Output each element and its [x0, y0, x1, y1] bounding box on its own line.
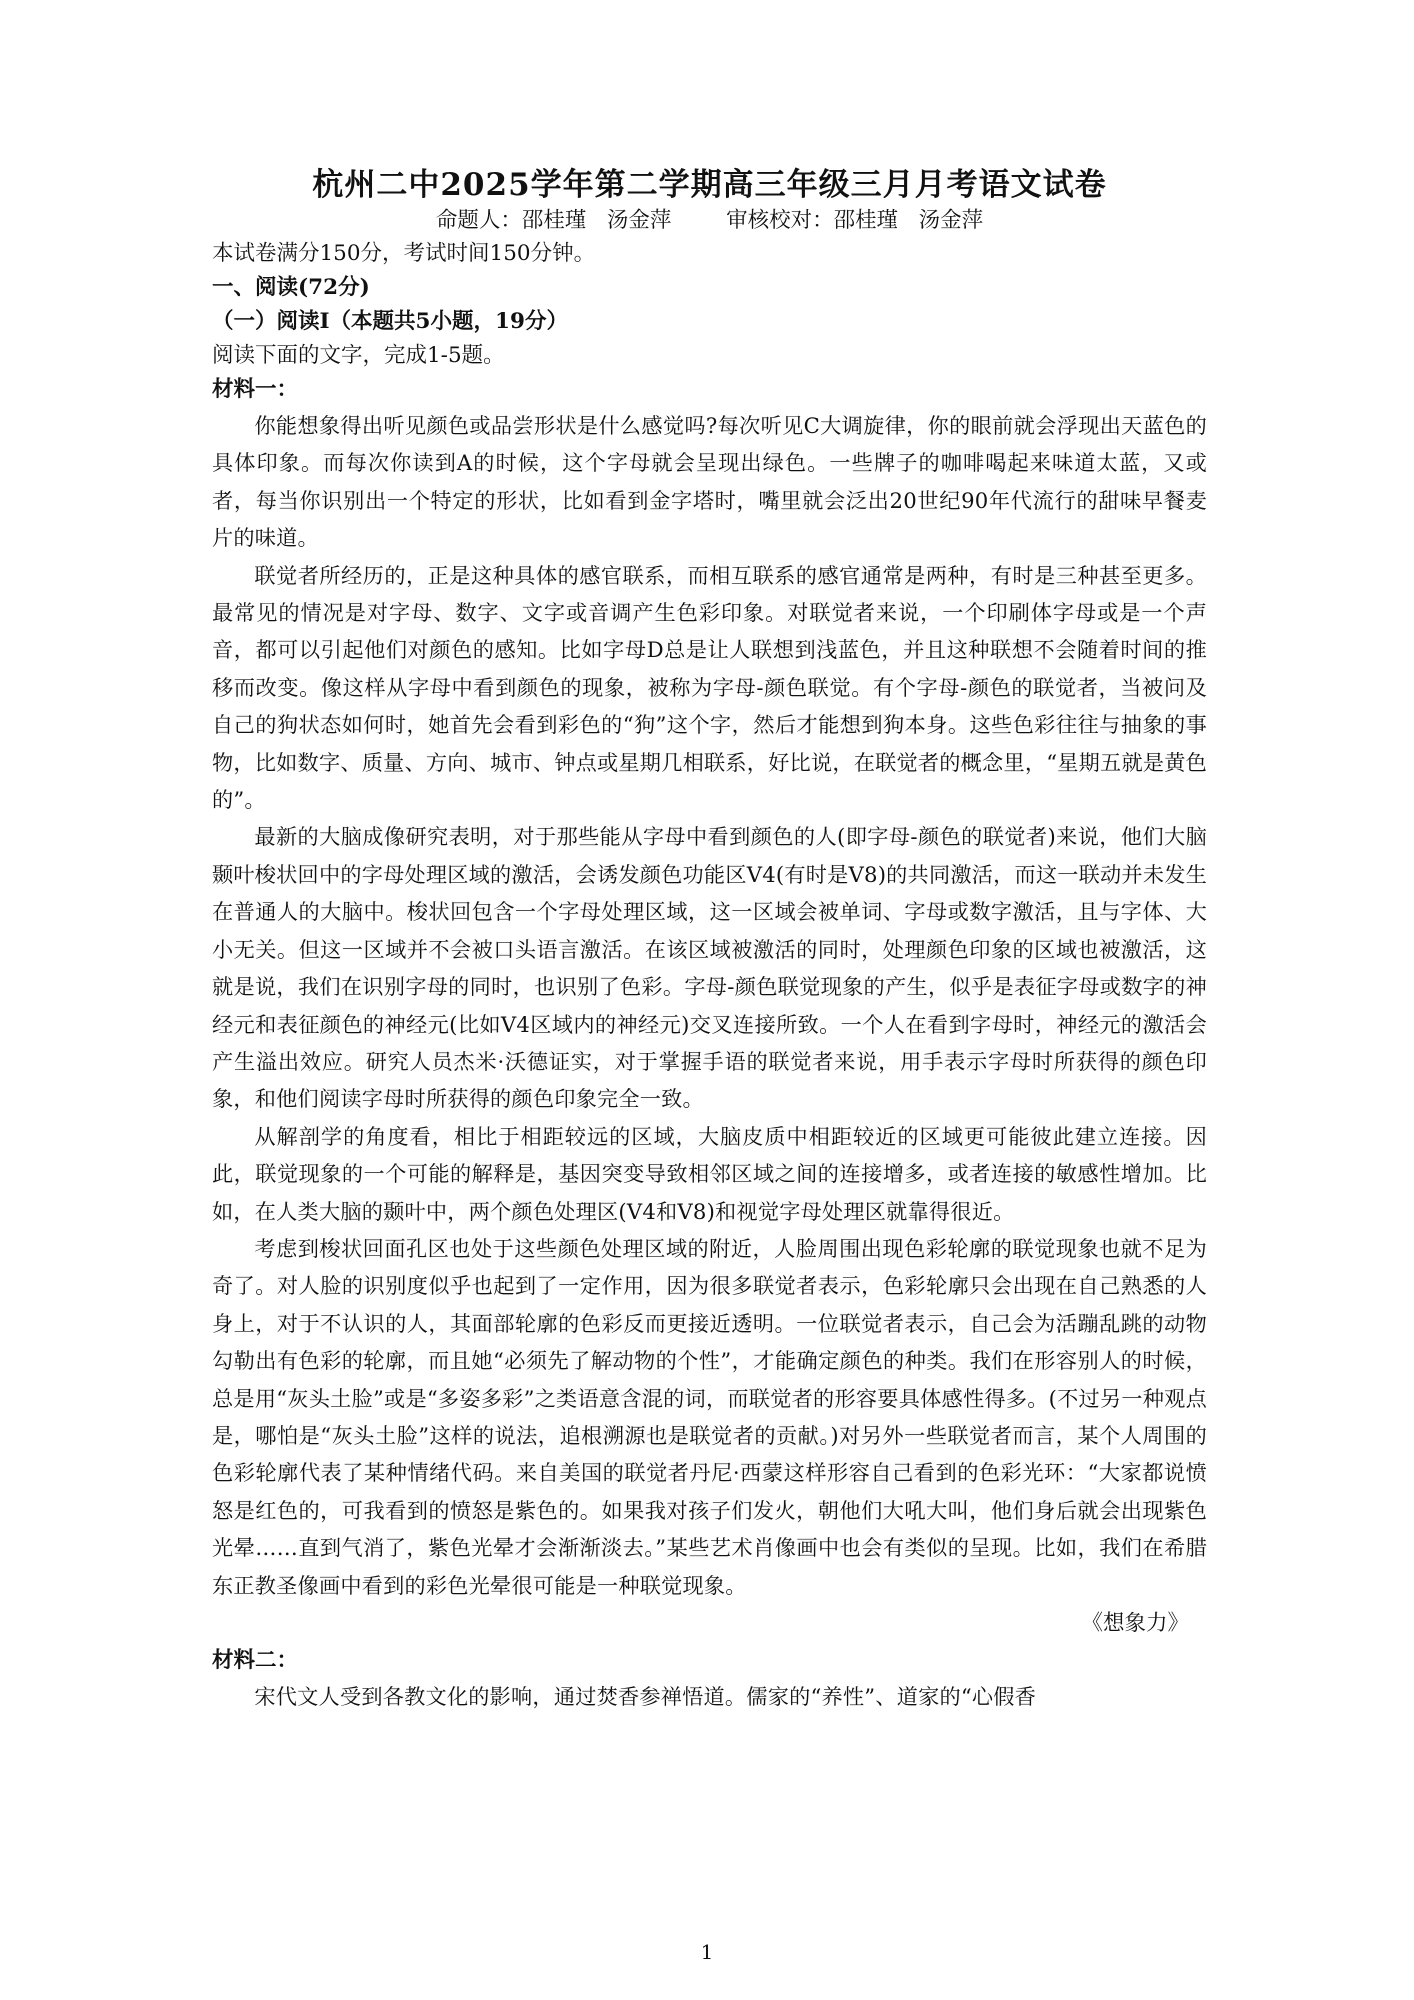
- material-1-source: 《想象力》: [1081, 1611, 1189, 1636]
- exam-page: [212, 165, 1207, 1715]
- material-1-paragraph: 最新的大脑成像研究表明，对于那些能从字母中看到颜色的人(即字母-颜色的联觉者)来说，他们大脑颞叶梭状回中的字母处理区域的激活，会诱发颜色功能区V4(有时是V8)的共同激活，而这一联动并未发生在普通人的大脑中。梭状回包含一个字母处理区域，这一区域会被单词、字母或数字激活，且与字体、大小无关。但这一区域并不会被口头语言激活。在该区域被激活的同时，处理颜色印象的区域也被激活，这就是说，我们在识别字母的同时，也识别了色彩。字母-颜色联觉现象的产生，似乎是表征字母或数字的神经元和表征颜色的神经元(比如V4区域内的神经元)交叉连接所致。一个人在看到字母时，神经元的激活会产生溢出效应。研究人员杰米·沃德证实，对于掌握手语的联觉者来说，用手表示字母时所获得的颜色印象，和他们阅读字母时所获得的颜色印象完全一致。: [212, 824, 1207, 1112]
- material-2-paragraph: 宋代文人受到各教文化的影响，通过焚香参禅悟道。儒家的“养性”、道家的“心假香: [254, 1684, 1037, 1709]
- material-1-paragraph: 联觉者所经历的，正是这种具体的感官联系，而相互联系的感官通常是两种，有时是三种甚至更多。最常见的情况是对字母、数字、文字或音调产生色彩印象。对联觉者来说，一个印刷体字母或是一个声音，都可以引起他们对颜色的感知。比如字母D总是让人联想到浅蓝色，并且这种联想不会随着时间的推移而改变。像这样从字母中看到颜色的现象，被称为字母-颜色联觉。有个字母-颜色的联觉者，当被问及自己的狗状态如何时，她首先会看到彩色的“狗”这个字，然后才能想到狗本身。这些色彩往往与抽象的事物，比如数字、质量、方向、城市、钟点或星期几相联系，好比说，在联觉者的概念里，“星期五就是黄色的”。: [212, 562, 1207, 813]
- page-number: 1: [700, 1940, 714, 1964]
- reading-instruction: 阅读下面的文字，完成1-5题。: [212, 343, 505, 368]
- material-1-paragraph: 你能想象得出听见颜色或品尝形状是什么感觉吗?每次听见C大调旋律，你的眼前就会浮现出天蓝色的具体印象。而每次你读到A的时候，这个字母就会呈现出绿色。一些牌子的咖啡喝起来味道太蓝，又或者，每当你识别出一个特定的形状，比如看到金字塔时，嘴里就会泛出20世纪90年代流行的甜味早餐麦片的味道。: [212, 413, 1207, 551]
- material-2-label: 材料二：: [212, 1648, 299, 1673]
- material-1-label: 材料一：: [212, 377, 299, 402]
- section-title: 一、阅读(72分): [212, 275, 370, 300]
- subsection-title: （一）阅读Ⅰ（本题共5小题，19分）: [212, 309, 568, 334]
- material-1-paragraph: 考虑到梭状回面孔区也处于这些颜色处理区域的附近，人脸周围出现色彩轮廓的联觉现象也就不足为奇了。对人脸的识别度似乎也起到了一定作用，因为很多联觉者表示，色彩轮廓只会出现在自己熟悉的人身上，对于不认识的人，其面部轮廓的色彩反而更接近透明。一位联觉者表示，自己会为活蹦乱跳的动物勾勒出有色彩的轮廓，而且她“必须先了解动物的个性”，才能确定颜色的种类。我们在形容别人的时候，总是用“灰头土脸”或是“多姿多彩”之类语意含混的词，而联觉者的形容要具体感性得多。(不过另一种观点是，哪怕是“灰头土脸”这样的说法，追根溯源也是联觉者的贡献。)对另外一些联觉者而言，某个人周围的色彩轮廓代表了某种情绪代码。来自美国的联觉者丹尼·西蒙这样形容自己看到的色彩光环：“大家都说愤怒是红色的，可我看到的愤怒是紫色的。如果我对孩子们发火，朝他们大吼大叫，他们身后就会出现紫色光晕……直到气消了，紫色光晕才会渐渐淡去。”某些艺术肖像画中也会有类似的呈现。比如，我们在希腊东正教圣像画中看到的彩色光晕很可能是一种联觉现象。: [212, 1235, 1207, 1598]
- exam-authors: 命题人：邵桂瑾 汤金萍 审核校对：邵桂瑾 汤金萍: [435, 208, 984, 233]
- exam-intro: 本试卷满分150分，考试时间150分钟。: [212, 241, 596, 266]
- material-1-paragraph: 从解剖学的角度看，相比于相距较远的区域，大脑皮质中相距较近的区域更可能彼此建立连接。因此，联觉现象的一个可能的解释是，基因突变导致相邻区域之间的连接增多，或者连接的敏感性增加。比如，在人类大脑的颞叶中，两个颜色处理区(V4和V8)和视觉字母处理区就靠得很近。: [212, 1123, 1207, 1224]
- exam-title: 杭州二中2025学年第二学期高三年级三月月考语文试卷: [312, 167, 1107, 203]
